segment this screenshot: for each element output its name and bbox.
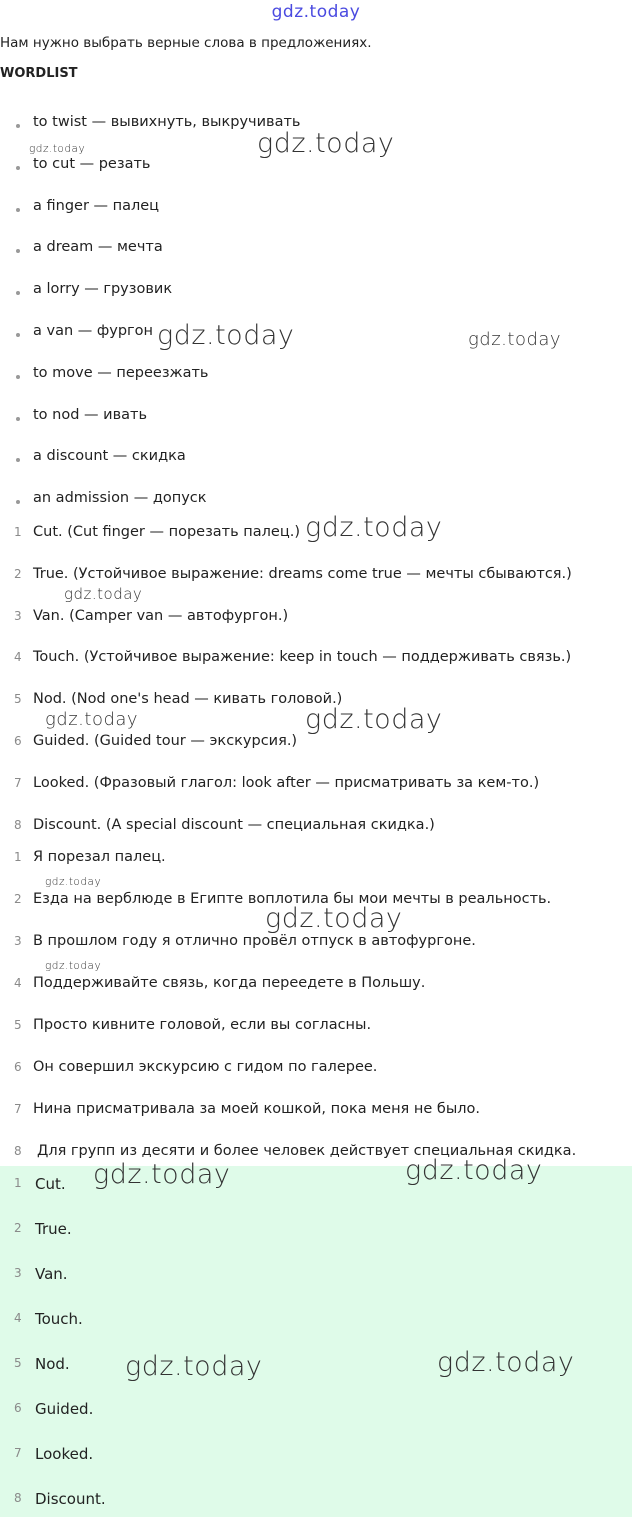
item-number: 7: [14, 1446, 22, 1460]
watermark: gdz.today: [45, 960, 102, 972]
translation-text: Я порезал палец.: [33, 849, 166, 865]
item-number: 4: [14, 1311, 22, 1325]
translation-text: Просто кивните головой, если вы согласны.: [33, 1017, 372, 1033]
wordlist-entry: a van — фургон: [33, 322, 154, 339]
wordlist-entry: a dream — мечта: [33, 239, 163, 256]
watermark: gdz.today: [437, 1347, 575, 1378]
explanation-text: Discount. (A special discount — специальная скидка.): [33, 816, 435, 833]
answer-text: Guided.: [35, 1400, 94, 1418]
item-number: 8: [14, 1144, 22, 1158]
explanation-text: Guided. (Guided tour — экскурсия.): [33, 732, 298, 749]
answer-text: Nod.: [35, 1355, 70, 1373]
explanation-text: Touch. (Устойчивое выражение: keep in touch — поддерживать связь.): [33, 649, 572, 666]
watermark: gdz.today: [157, 320, 295, 351]
watermark: gdz.today: [64, 585, 143, 603]
watermark: gdz.today: [45, 709, 139, 730]
answer-text: Van.: [35, 1265, 68, 1283]
answer-text: Touch.: [35, 1310, 83, 1328]
answers-panel: [0, 1166, 632, 1517]
translation-text: Поддерживайте связь, когда переедете в Польшу.: [33, 975, 426, 991]
translation-text: Для групп из десяти и более человек действует специальная скидка.: [37, 1143, 577, 1159]
translation-text: Езда на верблюде в Египте воплотила бы мои мечты в реальность.: [33, 891, 552, 907]
watermark: gdz.today: [305, 704, 443, 735]
item-number: 4: [14, 976, 22, 990]
bullet-icon: [16, 417, 20, 421]
bullet-icon: [16, 375, 20, 379]
watermark: gdz.today: [405, 1155, 543, 1186]
watermark: gdz.today: [29, 143, 86, 155]
watermark: gdz.today: [257, 128, 395, 159]
bullet-icon: [16, 333, 20, 337]
explanation-text: Looked. (Фразовый глагол: look after — присматривать за кем-то.): [33, 774, 540, 791]
item-number: 6: [14, 733, 22, 748]
wordlist-entry: to cut — резать: [33, 155, 151, 172]
bullet-icon: [16, 208, 20, 212]
intro-text: Нам нужно выбрать верные слова в предложениях.: [0, 35, 372, 51]
wordlist-entry: a discount — скидка: [33, 448, 186, 465]
explanation-text: Van. (Camper van — автофургон.): [33, 607, 289, 624]
bullet-icon: [16, 124, 20, 128]
bullet-icon: [16, 458, 20, 462]
translation-text: Он совершил экскурсию с гидом по галерее.: [33, 1059, 378, 1075]
item-number: 5: [14, 692, 22, 707]
item-number: 5: [14, 1356, 22, 1370]
item-number: 1: [14, 1176, 22, 1190]
wordlist-entry: a finger — палец: [33, 197, 160, 214]
item-number: 2: [14, 1221, 22, 1235]
item-number: 2: [14, 892, 22, 906]
explanation-text: True. (Устойчивое выражение: dreams come true — мечты сбываются.): [33, 565, 572, 582]
watermark: gdz.today: [468, 329, 562, 350]
watermark: gdz.today: [265, 903, 403, 934]
wordlist-title: WORDLIST: [0, 66, 78, 81]
explanation-text: Cut. (Cut finger — порезать палец.): [33, 524, 300, 540]
watermark: gdz.today: [93, 1159, 231, 1190]
item-number: 7: [14, 775, 22, 790]
item-number: 3: [14, 934, 22, 948]
item-number: 1: [14, 525, 22, 539]
wordlist-entry: to nod — ивать: [33, 406, 147, 423]
watermark: gdz.today: [305, 512, 443, 543]
item-number: 6: [14, 1060, 22, 1074]
watermark: gdz.today: [45, 876, 102, 888]
item-number: 3: [14, 1266, 22, 1280]
wordlist-entry: a lorry — грузовик: [33, 281, 173, 298]
item-number: 5: [14, 1018, 22, 1032]
bullet-icon: [16, 500, 20, 504]
bullet-icon: [16, 291, 20, 295]
item-number: 8: [14, 817, 22, 832]
answer-text: True.: [35, 1220, 72, 1238]
answer-text: Cut.: [35, 1175, 66, 1193]
item-number: 3: [14, 608, 22, 623]
watermark: gdz.today: [125, 1351, 263, 1382]
item-number: 6: [14, 1401, 22, 1415]
wordlist-entry: an admission — допуск: [33, 490, 207, 507]
item-number: 8: [14, 1491, 22, 1505]
bullet-icon: [16, 249, 20, 253]
answer-text: Discount.: [35, 1490, 106, 1508]
item-number: 2: [14, 566, 22, 581]
site-logo[interactable]: gdz.today: [271, 2, 361, 22]
wordlist-entry: to twist — вывихнуть, выкручивать: [33, 114, 301, 130]
translation-text: Нина присматривала за моей кошкой, пока меня не было.: [33, 1101, 481, 1117]
translation-text: В прошлом году я отлично провёл отпуск в автофургоне.: [33, 933, 476, 949]
item-number: 4: [14, 650, 22, 665]
bullet-icon: [16, 166, 20, 170]
item-number: 1: [14, 850, 22, 864]
item-number: 7: [14, 1102, 22, 1116]
explanation-text: Nod. (Nod one's head — кивать головой.): [33, 691, 343, 708]
wordlist-entry: to move — переезжать: [33, 364, 209, 381]
answer-text: Looked.: [35, 1445, 94, 1463]
